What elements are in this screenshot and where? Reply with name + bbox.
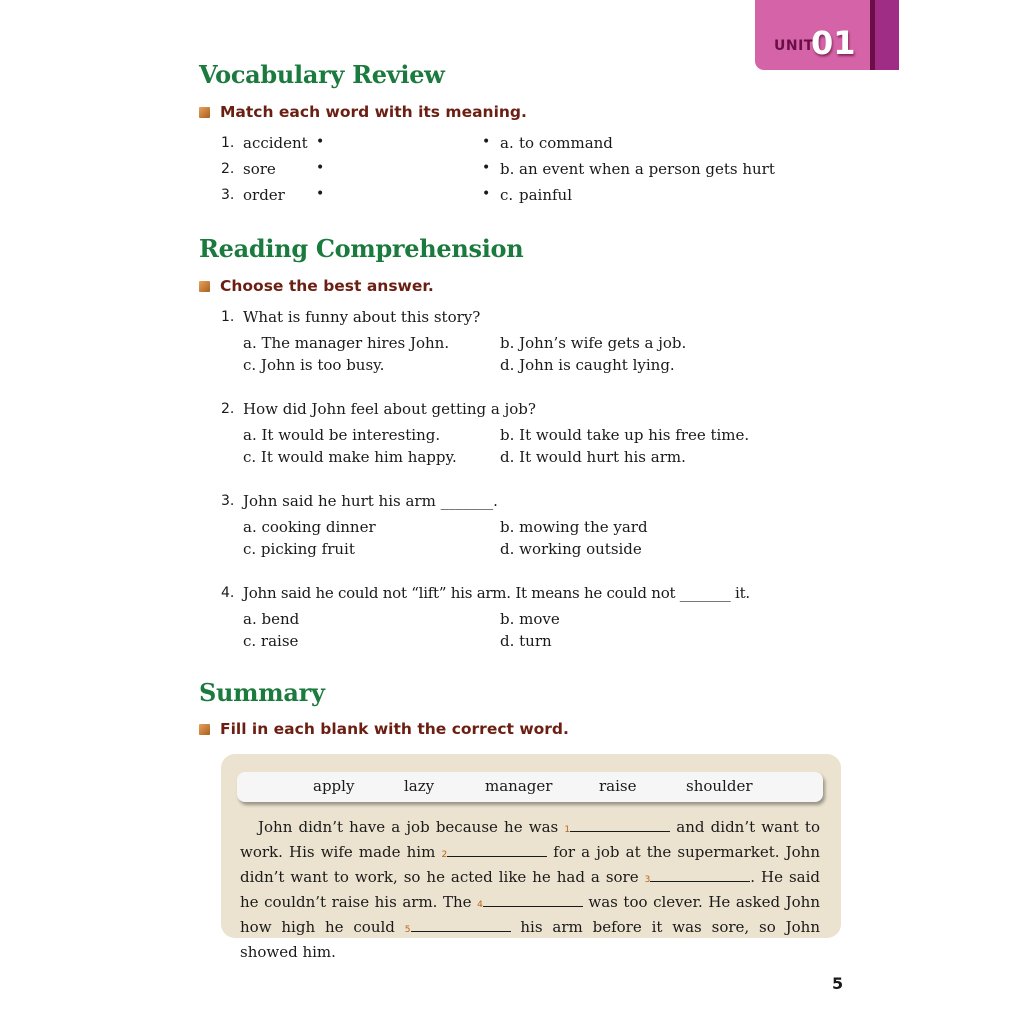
square-bullet-icon <box>199 107 210 118</box>
reading-title: Reading Comprehension <box>199 234 524 263</box>
vocabulary-title: Vocabulary Review <box>199 60 445 89</box>
answer-option[interactable]: c. picking fruit <box>243 540 355 558</box>
unit-label: UNIT <box>774 38 814 54</box>
summary-title: Summary <box>199 678 325 707</box>
blank-3[interactable] <box>650 867 750 882</box>
answer-option[interactable]: d. turn <box>500 632 552 650</box>
answer-option[interactable]: a. It would be interesting. <box>243 426 441 444</box>
question-number: 4. <box>221 585 235 601</box>
question-number: 3. <box>221 493 235 509</box>
vocab-word-num: 1. <box>221 135 235 151</box>
reading-instruction: Choose the best answer. <box>199 277 434 295</box>
blank-4[interactable] <box>483 892 583 907</box>
blank-number: 2 <box>441 850 448 860</box>
unit-tab-stripe <box>870 0 899 70</box>
answer-option[interactable]: c. raise <box>243 632 299 650</box>
word-bank-item: apply <box>313 777 355 795</box>
match-dot-right[interactable]: • <box>482 186 491 202</box>
vocab-word-num: 3. <box>221 187 235 203</box>
answer-option[interactable]: d. It would hurt his arm. <box>500 448 686 466</box>
vocab-word: order <box>243 186 285 204</box>
match-dot-left[interactable]: • <box>316 134 325 150</box>
answer-option[interactable]: b. move <box>500 610 560 628</box>
question-text: John said he hurt his arm _______. <box>243 492 498 510</box>
match-dot-right[interactable]: • <box>482 134 491 150</box>
square-bullet-icon <box>199 281 210 292</box>
question-number: 1. <box>221 309 235 325</box>
vocab-meaning-letter: b. <box>500 160 515 178</box>
blank-2[interactable] <box>447 842 547 857</box>
question-text: What is funny about this story? <box>243 308 481 326</box>
answer-option[interactable]: d. working outside <box>500 540 642 558</box>
summary-box <box>221 754 841 961</box>
answer-option[interactable]: b. mowing the yard <box>500 518 648 536</box>
blank-number: 4 <box>477 900 483 910</box>
answer-option[interactable]: d. John is caught lying. <box>500 356 675 374</box>
vocab-word-num: 2. <box>221 161 235 177</box>
word-bank-item: shoulder <box>686 777 753 795</box>
blank-number: 5 <box>404 925 411 935</box>
word-bank-item: raise <box>599 777 637 795</box>
answer-option[interactable]: c. John is too busy. <box>243 356 385 374</box>
word-bank-item: manager <box>485 777 553 795</box>
answer-option[interactable]: a. The manager hires John. <box>243 334 450 352</box>
question-text: How did John feel about getting a job? <box>243 400 536 418</box>
answer-option[interactable]: b. It would take up his free time. <box>500 426 750 444</box>
vocab-meaning: to command <box>519 134 613 152</box>
page-number: 5 <box>832 974 844 993</box>
answer-option[interactable]: b. John’s wife gets a job. <box>500 334 687 352</box>
vocab-meaning: painful <box>519 186 573 204</box>
word-bank-item: lazy <box>404 777 435 795</box>
blank-5[interactable] <box>411 917 511 932</box>
unit-tab <box>755 0 899 70</box>
match-dot-left[interactable]: • <box>316 160 325 176</box>
vocab-word: accident <box>243 134 308 152</box>
question-number: 2. <box>221 401 235 417</box>
vocab-word: sore <box>243 160 276 178</box>
square-bullet-icon <box>199 724 210 735</box>
vocab-meaning-letter: c. <box>500 186 514 204</box>
summary-paragraph: John didn’t have a job because he was 1 and didn’t want to work. His wife made him 2 for a job at the supermarket. John didn’t want to work, so he acted like he had a sore 3 . He said he couldn’t raise his arm. The 4 was too clever. He asked John how high he could 5 his arm before it was sore, so John showed him. <box>240 818 820 961</box>
answer-option[interactable]: c. It would make him happy. <box>243 448 457 466</box>
match-dot-right[interactable]: • <box>482 160 491 176</box>
vocab-meaning: an event when a person gets hurt <box>519 160 775 178</box>
unit-number: 01 <box>811 24 856 62</box>
word-bank <box>237 772 823 802</box>
blank-1[interactable] <box>570 817 670 832</box>
question-text: John said he could not “lift” his arm. It means he could not _______ it. <box>243 584 750 602</box>
answer-option[interactable]: a. cooking dinner <box>243 518 376 536</box>
vocab-meaning-letter: a. <box>500 134 514 152</box>
summary-instruction: Fill in each blank with the correct word. <box>199 720 569 738</box>
vocabulary-instruction: Match each word with its meaning. <box>199 103 527 121</box>
blank-number: 1 <box>564 825 571 835</box>
blank-number: 3 <box>644 875 651 885</box>
answer-option[interactable]: a. bend <box>243 610 300 628</box>
match-dot-left[interactable]: • <box>316 186 325 202</box>
